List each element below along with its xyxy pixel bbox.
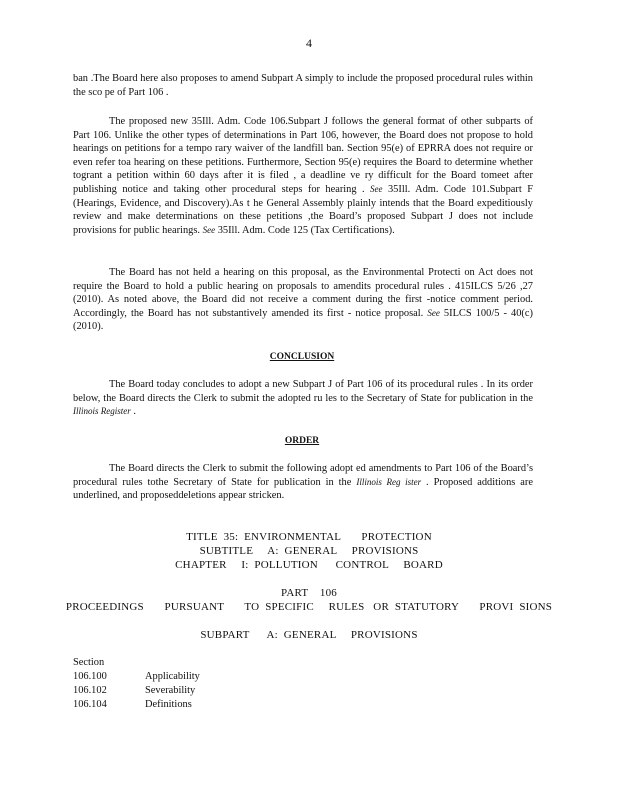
paragraph-subpart-j: [73, 115, 533, 237]
paragraph-text: 35Ill. Adm. Code 101.Subpart F (Hearings, Evidence, and Discovery).As t he General Assembly plainly intends that the Board expeditiously review and make determinations on these petitions ,the Board’s proposed Subpart J does not include provisions for public hearings.: [73, 183, 533, 236]
paragraph-scope: [73, 72, 533, 99]
see-citation: See: [370, 183, 383, 194]
section-number: 106.100: [73, 671, 107, 682]
paragraph-text: . Proposed additions are underlined, and proposeddeletions appear stricken.: [73, 476, 533, 502]
paragraph-text: The Board today concludes to adopt a new Subpart J of Part 106 of its procedural rules . In its order below, the Board directs the Clerk to submit the adopted ru les to the Secretary of State for publication in the: [73, 379, 533, 404]
subtitle-line: SUBTITLE A: GENERAL PROVISIONS: [199, 545, 419, 557]
section-title: Severability: [145, 685, 196, 696]
section-title: Definitions: [145, 699, 192, 710]
see-citation: See: [202, 224, 216, 235]
part-line: PART 106: [281, 587, 337, 599]
chapter-line: CHAPTER I: POLLUTION CONTROL BOARD: [175, 559, 443, 571]
italic-title: Illinois Reg ister: [356, 476, 422, 487]
paragraph-text: ban .The Board here also proposes to amend Subpart A simply to include the proposed procedural rules within the sco pe of Part 106 .: [73, 73, 533, 98]
section-table: [73, 656, 200, 712]
proceedings-line: PROCEEDINGS PURSUANT TO SPECIFIC RULES OR STATUTORY PROVI SIONS: [65, 601, 553, 613]
paragraph-conclusion: The Board today concludes to adopt a new Subpart J of Part 106 of its procedural rules . In its order below, the Board directs the Clerk to submit the adopted ru les to the Secretary of State for publication in the Illinois Register .: [73, 379, 533, 418]
section-title: Applicability: [145, 671, 200, 682]
section-row: [73, 698, 200, 712]
paragraph-text: The Board has not held a hearing on this proposal, as the Environmental Protecti on Act does not require the Board to hold a public hearing on proposals to amendits procedural rules . 415ILCS 5/26 ,27 (2010). As noted above, the Board did not receive a comment during the first -notice comment period. Accordingly, the Board has not substantively amended its first - notice proposal.: [73, 267, 533, 319]
section-number: 106.102: [73, 685, 107, 696]
section-number: 106.104: [73, 699, 107, 710]
paragraph-text: 35Ill. Adm. Code 125 (Tax Certifications).: [217, 224, 395, 236]
page-number: 4: [306, 36, 312, 50]
paragraph-order: [73, 462, 533, 503]
paragraph-text: 5ILCS 100/5 - 40(c) (2010).: [73, 307, 533, 333]
paragraph-text: The proposed new 35Ill. Adm. Code 106.Subpart J follows the general format of other subparts of Part 106. Unlike the other types of determinations in Part 106, however, the Board does not propose to hold hearings on petitions for a tempo rary waiver of the landfill ban. Section 95(e) of EPRRA does not require or even refer toa hearing on these petitions. Furthermore, Section 95(e) requires the Board to determine whether togrant a petition within 60 days after it is filed , a deadline ve ry difficult for the Board tomeet after publishing notice and taking other procedural steps for hearing .: [73, 116, 533, 195]
heading-order: ORDER: [284, 436, 320, 446]
see-citation: See: [427, 307, 440, 318]
paragraph-text: The Board directs the Clerk to submit the following adopt ed amendments to Part 106 of the Board’s procedural rules tothe Secretary of State for publication in the: [73, 463, 533, 488]
section-row: [73, 670, 200, 684]
heading-conclusion: CONCLUSION: [269, 352, 335, 362]
italic-title: Illinois Register: [73, 406, 131, 417]
section-row: [73, 684, 200, 698]
section-label: Section: [73, 657, 105, 668]
subpart-line: SUBPART A: GENERAL PROVISIONS: [200, 629, 418, 641]
title-line: TITLE 35: ENVIRONMENTAL PROTECTION: [186, 531, 432, 543]
paragraph-hearing: [73, 266, 533, 334]
